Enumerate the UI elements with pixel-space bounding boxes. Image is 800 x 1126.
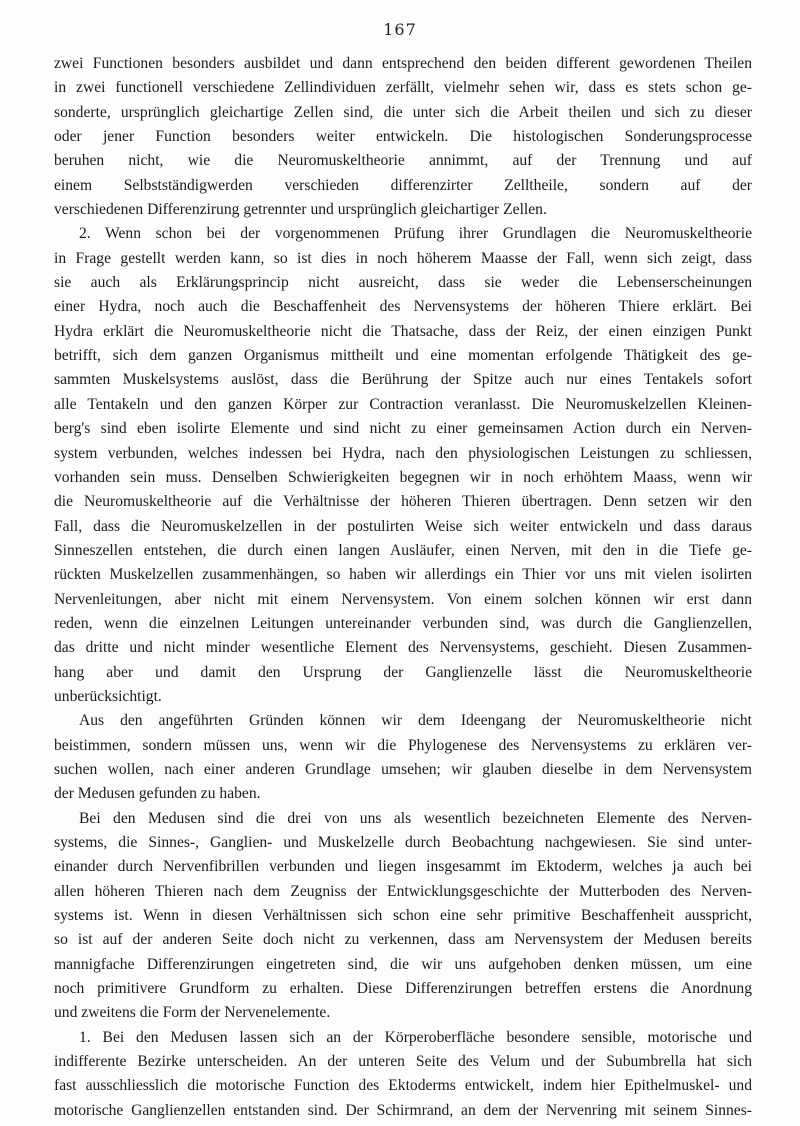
body-text [54,52,752,1123]
text-line: allen höheren Thieren nach dem Zeugniss der Entwicklungsgeschichte der Mutterboden des Nerven- [54,882,752,900]
text-line: vorhanden sein muss. Denselben Schwierigkeiten begegnen wir in noch erhöhtem Maass, wenn wir [54,468,752,486]
text-line: Fall, dass die Neuromuskelzellen in der postulirten Weise sich weiter entwickeln und dass daraus [54,517,752,535]
text-line: verschiedenen Differenzirung getrennter und ursprünglich gleichartiger Zellen. [54,201,547,219]
text-line: rückten Muskelzellen zusammenhängen, so haben wir allerdings ein Thier vor uns mit vielen isolirten [54,566,752,584]
text-line: Hydra erklärt die Neuromuskeltheorie nicht die Thatsache, dass der Reiz, der einen einzigen Punkt [54,322,752,340]
text-line: Nervenleitungen, aber nicht mit einem Nervensystem. Von einem solchen können wir erst dann [54,590,752,608]
text-line: einem Selbstständigwerden verschieden differenzirter Zelltheile, sondern auf der [54,176,752,194]
text-line: betrifft, sich dem ganzen Organismus mittheilt und eine momentan erfolgende Thätigkeit des ge- [54,347,752,365]
text-line: in Frage gestellt werden kann, so ist dies in noch höherem Maasse der Fall, wenn sich zeigt, dass [54,249,752,267]
text-line: und zweitens die Form der Nervenelemente. [54,1004,331,1022]
text-line: noch primitivere Grundform zu erhalten. Diese Differenzirungen betreffen erstens die Anordnung [54,980,752,998]
text-line: die Neuromuskeltheorie auf die Verhältnisse der höheren Thieren übertragen. Denn setzen wir den [54,493,752,511]
text-line: systems ist. Wenn in diesen Verhältnissen sich schon eine sehr primitive Beschaffenheit ausspricht, [54,907,752,925]
text-line: das dritte und nicht minder wesentliche Element des Nervensystems, geschieht. Diesen Zusammen- [54,639,752,657]
text-line: Bei den Medusen sind die drei von uns als wesentlich bezeichneten Elemente des Nerven- [79,809,752,827]
text-line: einer Hydra, noch auch die Beschaffenheit des Nervensystems der höheren Thiere erklärt. Bei [54,298,752,316]
text-line: einander durch Nervenfibrillen verbunden und liegen insgesammt im Ektoderm, welches ja auch bei [54,858,752,876]
text-line: mannigfache Differenzirungen eingetreten sind, die wir uns aufgehoben denken müssen, um eine [54,955,752,973]
text-line: alle Tentakeln und den ganzen Körper zur Contraction veranlasst. Die Neuromuskelzellen Kleinen- [54,395,752,413]
text-line: in zwei functionell verschiedene Zellindividuen zerfällt, vielmehr sehen wir, dass es stets schon ge- [54,79,752,97]
page-number: 167 [383,20,417,39]
text-line: sammten Muskelsystems auslöst, dass die Berührung der Spitze auch nur eines Tentakels sofort [54,371,752,389]
text-line: zwei Functionen besonders ausbildet und dann entsprechend den beiden different gewordenen Theilen [54,55,752,72]
text-line: berg's sind eben isolirte Elemente und sind nicht zu einer gemeinsamen Action durch ein Nerven- [54,420,752,438]
text-line: suchen wollen, nach einer anderen Grundlage umsehen; wir glauben dieselbe in dem Nervensystem [54,760,752,778]
text-line: beruhen nicht, wie die Neuromuskeltheorie annimmt, auf der Trennung und auf [54,152,752,170]
text-line: der Medusen gefunden zu haben. [54,785,261,803]
text-line: so ist auf der anderen Seite doch nicht zu verkennen, dass am Nervensystem der Medusen bereits [54,931,752,949]
text-line: Aus den angeführten Gründen können wir dem Ideengang der Neuromuskeltheorie nicht [79,712,752,730]
text-line: oder jener Function besonders weiter entwickeln. Die histologischen Sonderungsprocesse [54,128,752,146]
text-line: 2. Wenn schon bei der vorgenommenen Prüfung ihrer Grundlagen die Neuromuskeltheorie [79,225,752,243]
text-line: hang aber und damit den Ursprung der Ganglienzelle lässt die Neuromuskeltheorie [54,663,752,681]
text-line: beistimmen, sondern müssen uns, wenn wir die Phylogenese des Nervensystems zu erklären ver- [54,736,752,754]
text-line: reden, wenn die einzelnen Leitungen untereinander verbunden sind, was durch die Ganglienzellen, [54,614,752,632]
text-line: sie auch als Erklärungsprincip nicht ausreicht, dass sie weder die Lebenserscheinungen [54,274,752,292]
text-line: Sinneszellen entstehen, die durch einen langen Ausläufer, einen Nerven, mit den in die Tiefe ge- [54,541,752,559]
text-line: motorische Ganglienzellen entstanden sind. Der Schirmrand, an dem der Nervenring mit seinem Sinnes- [54,1101,752,1119]
text-line: 1. Bei den Medusen lassen sich an der Körperoberfläche besondere sensible, motorische und [79,1028,752,1046]
text-line: system verbunden, welches indessen bei Hydra, nach den physiologischen Leistungen zu schliessen, [54,444,752,462]
text-line: indifferente Bezirke unterscheiden. An der unteren Seite des Velum und der Subumbrella hat sich [54,1053,752,1071]
text-line: unberücksichtigt. [54,687,162,705]
text-line: sonderte, ursprünglich gleichartige Zellen sind, die unter sich die Arbeit theilen und sich zu dieser [54,103,752,121]
text-line: fast ausschliesslich die motorische Function des Ektoderms entwickelt, indem hier Epithelmuskel- und [54,1077,752,1095]
text-line: systems, die Sinnes-, Ganglien- und Muskelzelle durch Beobachtung nachgewiesen. Sie sind unter- [54,834,752,851]
